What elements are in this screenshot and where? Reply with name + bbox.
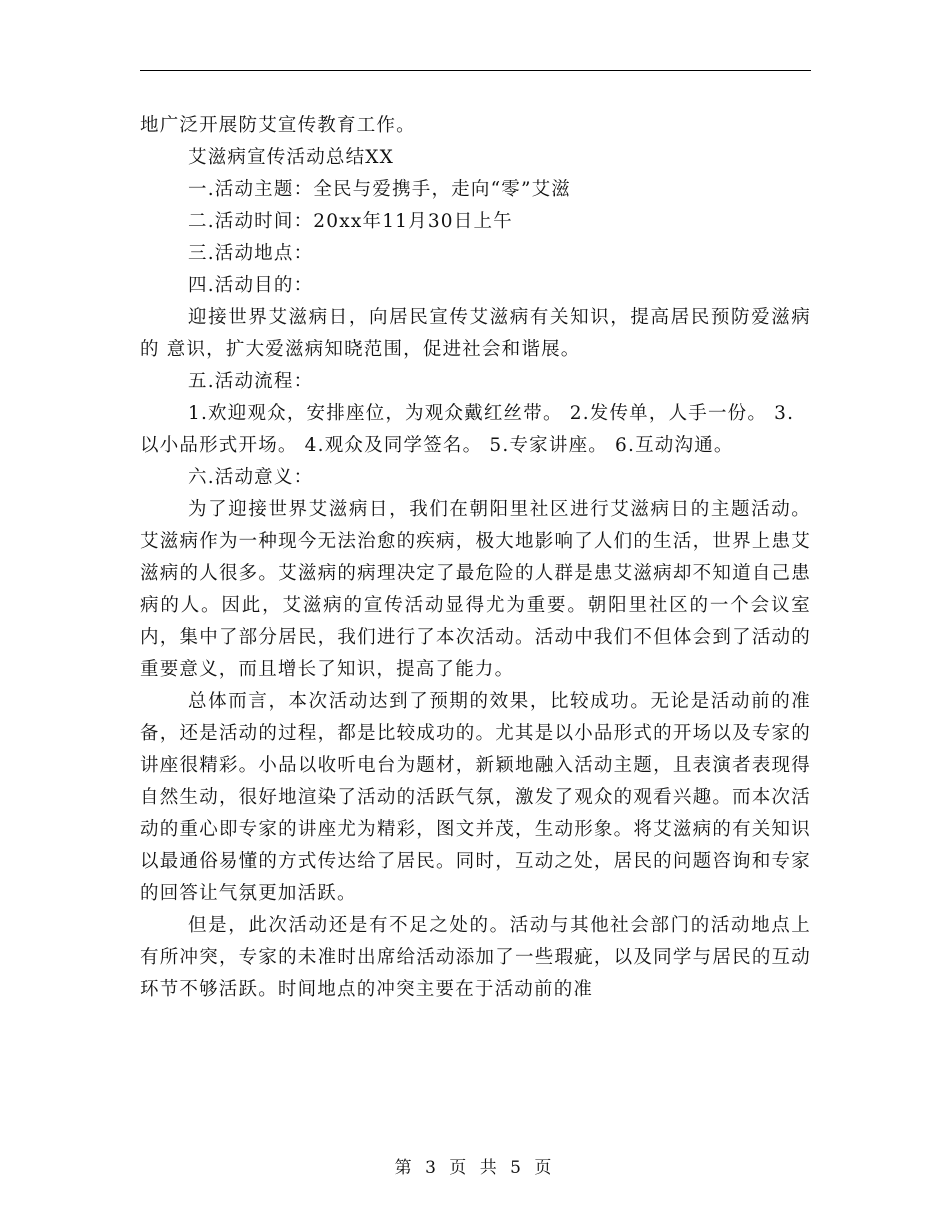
page-number: 第 3 页 共 5 页 (394, 1158, 556, 1178)
activity-significance-heading: 六.活动意义： (188, 467, 314, 488)
activity-purpose-heading: 四.活动目的： (188, 275, 314, 296)
paragraph-1: 地广泛开展防艾宣传教育工作。 (140, 115, 416, 136)
activity-significance-text: 为了迎接世界艾滋病日，我们在朝阳里社区进行艾滋病日的主题活动。艾滋病作为一种现今无法治愈的疾病，极大地影响了人们的生活，世界上患艾滋病的人很多。艾滋病的病理决定了最危险的人群是患艾滋病却不知道自己患病的人。因此，艾滋病的宣传活动显得尤为重要。朝阳里社区的一个会议室内，集中了部分居民，我们进行了本次活动。活动中我们不但体会到了活动的重要意义，而且增长了知识，提高了能力。 (140, 499, 811, 680)
document-body (140, 110, 811, 1006)
shortcomings-paragraph: 但是，此次活动还是有不足之处的。活动与其他社会部门的活动地点上有所冲突，专家的未准时出席给活动添加了一些瑕疵，以及同学与居民的互动环节不够活跃。时间地点的冲突主要在于活动前的准 (140, 915, 811, 1000)
activity-theme: 一.活动主题：全民与爱携手，走向“零”艾滋 (188, 179, 571, 200)
doc-title: 艾滋病宣传活动总结XX (188, 147, 395, 168)
summary-paragraph: 总体而言，本次活动达到了预期的效果，比较成功。无论是活动前的准备，还是活动的过程，都是比较成功的。尤其是以小品形式的开场以及专家的讲座很精彩。小品以收听电台为题材，新颖地融入活动主题，且表演者表现得自然生动，很好地渲染了活动的活跃气氛，激发了观众的观看兴趣。而本次活动的重心即专家的讲座尤为精彩，图文并茂，生动形象。将艾滋病的有关知识以最通俗易懂的方式传达给了居民。同时，互动之处，居民的问题咨询和专家的回答让气氛更加活跃。 (140, 691, 811, 904)
header-rule (140, 70, 811, 71)
activity-time: 二.活动时间：20xx年11月30日上午 (188, 211, 513, 232)
activity-process-text: 1.欢迎观众，安排座位，为观众戴红丝带。 2.发传单，人手一份。 3.以小品形式开场。 4.观众及同学签名。 5.专家讲座。 6.互动沟通。 (140, 403, 795, 456)
activity-process-heading: 五.活动流程： (188, 371, 314, 392)
activity-location: 三.活动地点： (188, 243, 314, 264)
activity-purpose-text: 迎接世界艾滋病日，向居民宣传艾滋病有关知识，提高居民预防爱滋病的 意识，扩大爱滋病知晓范围，促进社会和谐展。 (140, 307, 811, 360)
